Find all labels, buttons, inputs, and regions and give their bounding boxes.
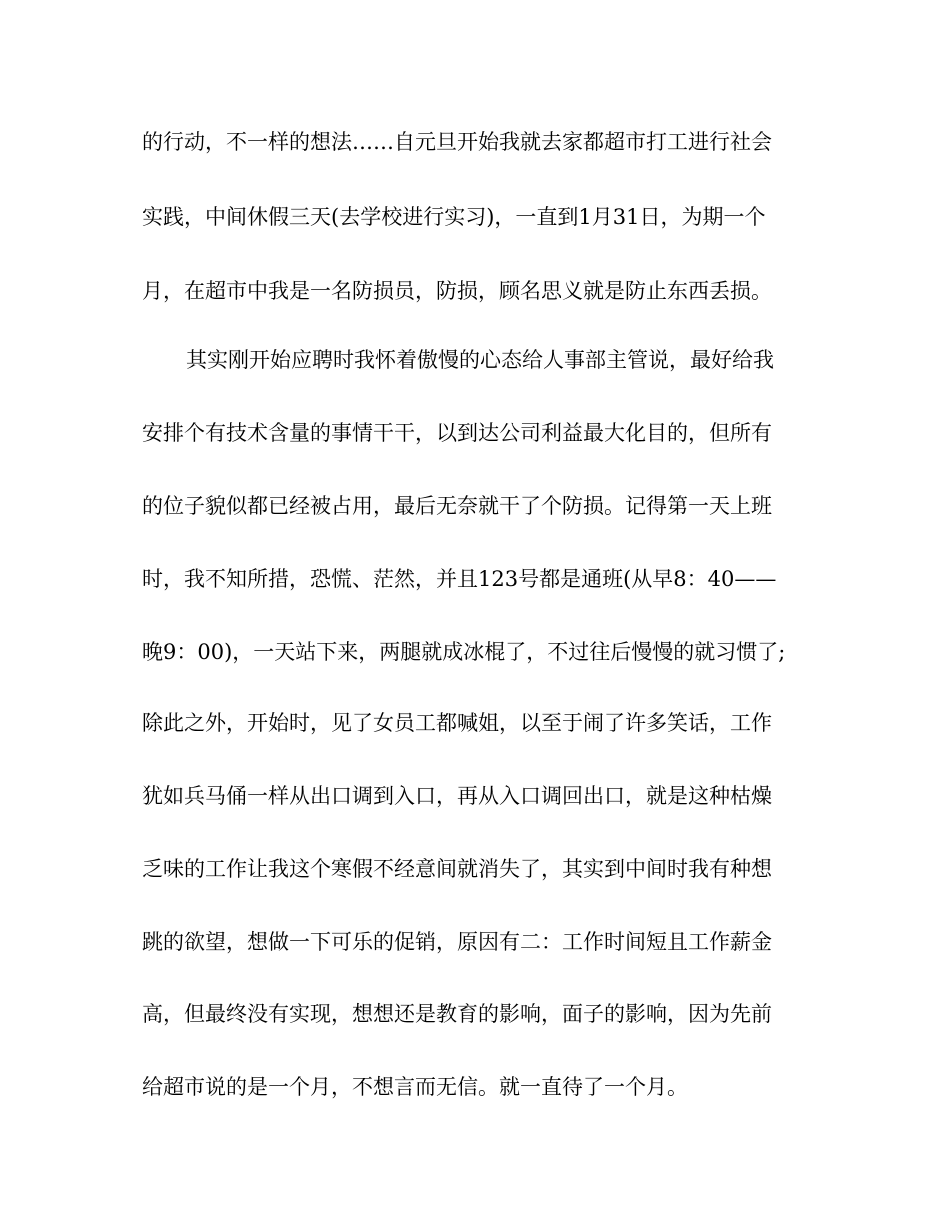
text-line-12: 跳的欲望，想做一下可乐的促销，原因有二：工作时间短且工作薪金	[142, 930, 772, 954]
text-line-1: 的行动，不一样的想法……自元旦开始我就去家都超市打工进行社会	[142, 130, 772, 154]
text-line-3: 月，在超市中我是一名防损员，防损，顾名思义就是防止东西丢损。	[142, 279, 772, 303]
text-line-7: 时，我不知所措，恐慌、茫然，并且123号都是通班(从早8：40——	[142, 567, 777, 591]
text-line-8: 晚9：00)，一天站下来，两腿就成冰棍了，不过往后慢慢的就习惯了;	[142, 640, 786, 664]
text-line-14: 给超市说的是一个月，不想言而无信。就一直待了一个月。	[142, 1075, 688, 1099]
text-line-13: 高，但最终没有实现，想想还是教育的影响，面子的影响，因为先前	[142, 1002, 772, 1026]
text-line-6: 的位子貌似都已经被占用，最后无奈就干了个防损。记得第一天上班	[142, 494, 772, 518]
text-line-5: 安排个有技术含量的事情干干，以到达公司利益最大化目的，但所有	[142, 421, 772, 445]
text-line-11: 乏味的工作让我这个寒假不经意间就消失了，其实到中间时我有种想	[142, 857, 772, 881]
text-line-2: 实践，中间休假三天(去学校进行实习)，一直到1月31日，为期一个	[142, 205, 766, 229]
text-line-9: 除此之外，开始时，见了女员工都喊姐，以至于闹了许多笑话，工作	[142, 711, 772, 735]
paragraph-2-first-line: 其实刚开始应聘时我怀着傲慢的心态给人事部主管说，最好给我	[186, 348, 774, 372]
text-line-10: 犹如兵马俑一样从出口调到入口，再从入口调回出口，就是这种枯燥	[142, 784, 772, 808]
